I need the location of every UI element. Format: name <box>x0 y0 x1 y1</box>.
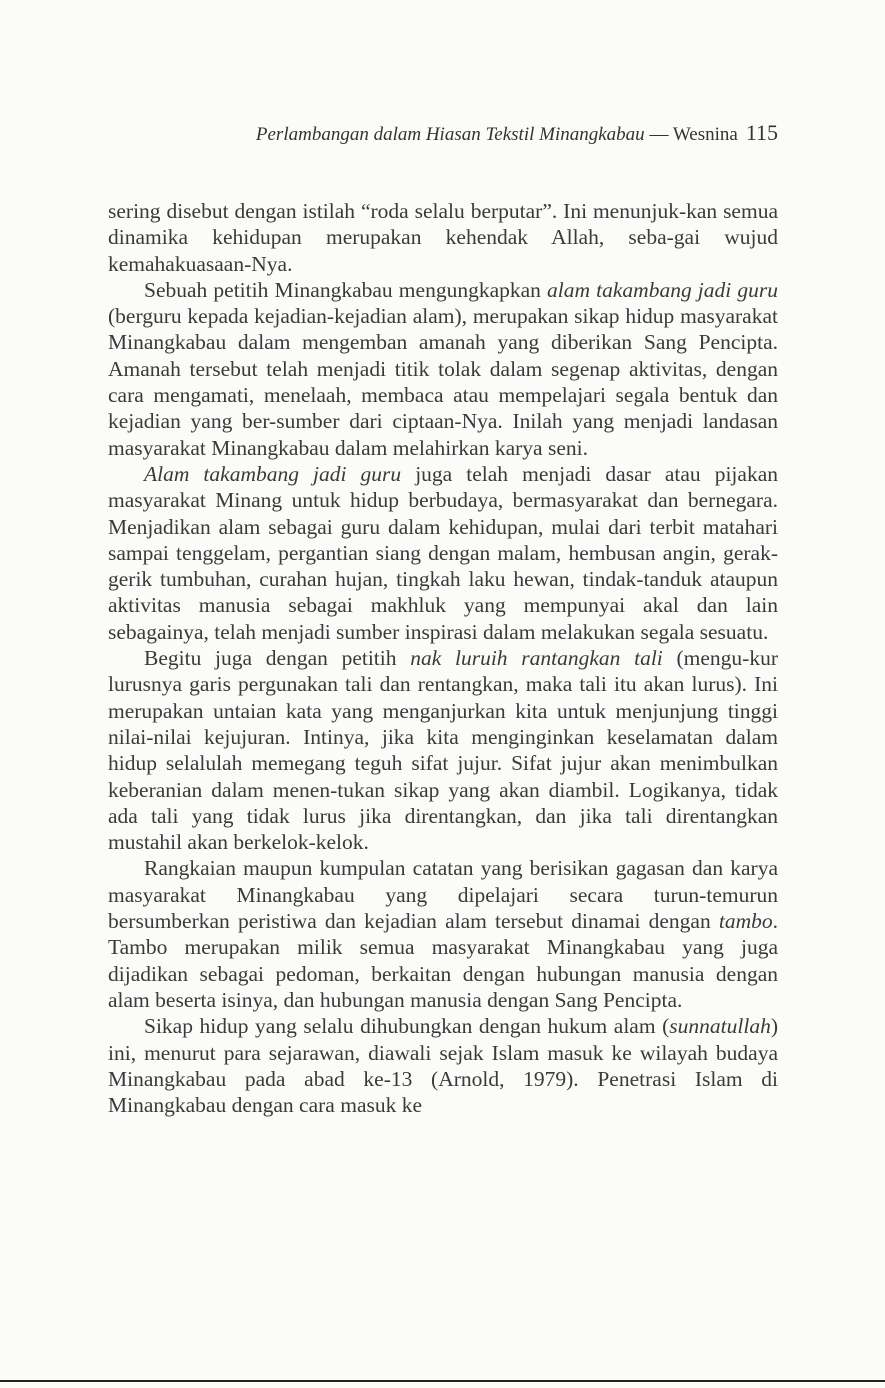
text-run: ) ini, menurut para sejarawan, diawali sejak Islam masuk ke wilayah budaya Minangkabau pada abad ke-13 (Arnold, 1979). Penetrasi Islam di Minangkabau dengan cara masuk ke <box>108 1014 778 1118</box>
page-number: 115 <box>745 120 778 145</box>
text-run: Sikap hidup yang selalu dihubungkan dengan hukum alam ( <box>144 1014 670 1039</box>
header-author: Wesnina <box>672 124 738 145</box>
running-title: Perlambangan dalam Hiasan Tekstil Minangkabau <box>255 124 645 145</box>
bottom-rule <box>0 1380 885 1382</box>
text-run: . Tambo merupakan milik semua masyarakat Minangkabau yang juga dijadikan sebagai pedoman, berkaitan dengan hubungan manusia dengan alam beserta isinya, dan hubungan manusia dengan Sang Pencipta. <box>108 909 778 1012</box>
italic-phrase: Alam takambang jadi guru <box>144 461 402 486</box>
text-run: Sebuah petitih Minangkabau mengungkapkan <box>144 277 548 302</box>
text-run: (mengu-kur lurusnya garis pergunakan tali dan rentangkan, maka tali itu akan lurus). Ini merupakan untaian kata yang menganjurkan kita untuk menjunjung tinggi nilai-nilai kejujuran. Intinya, jika kita menginginkan keselamatan dalam hidup selalulah memegang teguh sifat jujur. Sifat jujur akan menimbulkan keberanian dalam menen-tukan sikap yang akan diambil. Logikanya, tidak ada tali yang tidak lurus jika direntangkan, dan jika tali direntangkan mustahil akan berkelok-kelok. <box>108 646 779 855</box>
italic-phrase: alam takambang jadi guru <box>547 277 778 302</box>
text-run: Rangkaian maupun kumpulan catatan yang berisikan gagasan dan karya masyarakat Minangkabau yang dipelajari secara turun-temurun bersumberkan peristiwa dan kejadian alam tersebut dinamai dengan <box>108 856 778 934</box>
header-separator: — <box>644 124 673 145</box>
paragraph-2 <box>108 277 778 461</box>
text-run: Begitu juga dengan petitih <box>144 646 411 671</box>
text-run: (berguru kepada kejadian-kejadian alam), merupakan sikap hidup masyarakat Minangkabau dalam mengemban amanah yang diberikan Sang Pencipta. Amanah tersebut telah menjadi titik tolak dalam segenap aktivitas, dengan cara mengamati, menelaah, membaca atau mempelajari segala bentuk dan kejadian yang ber-sumber dari ciptaan-Nya. Inilah yang menjadi landasan masyarakat Minangkabau dalam melahirkan karya seni. <box>108 304 778 460</box>
paragraph-1 <box>108 198 778 277</box>
text-run: sering disebut dengan istilah “roda selalu berputar”. Ini menunjuk-kan semua dinamika kehidupan merupakan kehendak Allah, seba-gai wujud kemahakuasaan-Nya. <box>108 199 778 276</box>
body-text <box>108 198 778 1118</box>
italic-phrase: tambo <box>718 909 773 934</box>
running-header <box>108 120 778 148</box>
paragraph-4 <box>108 645 778 855</box>
text-run: juga telah menjadi dasar atau pijakan masyarakat Minang untuk hidup berbudaya, bermasyarakat dan bernegara. Menjadikan alam sebagai guru dalam kehidupan, mulai dari terbit matahari sampai tenggelam, pergantian siang dengan malam, hembusan angin, gerak-gerik tumbuhan, curahan hujan, tingkah laku hewan, tindak-tanduk ataupun aktivitas manusia sebagai makhluk yang mempunyai akal dan lain sebagainya, telah menjadi sumber inspirasi dalam melakukan segala sesuatu. <box>108 461 778 644</box>
italic-phrase: sunnatullah <box>669 1014 771 1039</box>
italic-phrase: nak luruih rantangkan tali <box>410 646 663 671</box>
paragraph-3 <box>108 461 778 645</box>
paragraph-6 <box>108 1013 778 1118</box>
paragraph-5 <box>108 855 778 1013</box>
